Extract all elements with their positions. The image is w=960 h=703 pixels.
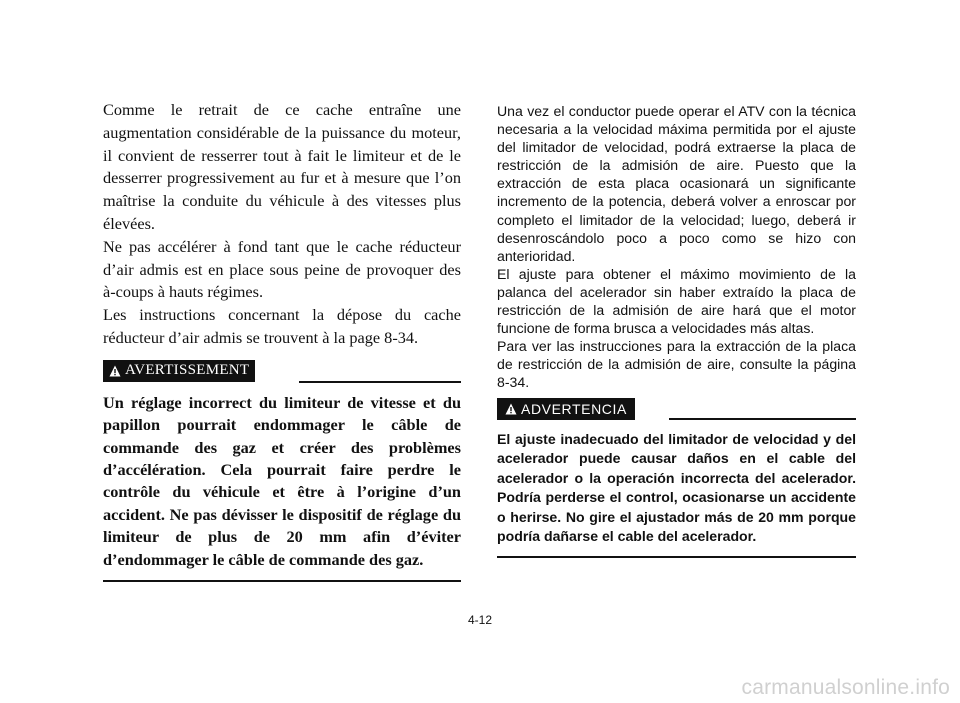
french-warning-badge: [103, 360, 255, 382]
spanish-warning-end-rule: [497, 556, 856, 558]
french-paragraph-1: Comme le retrait de ce cache entraîne une augmentation considérable de la puissance du moteur, il convient de resserrer tout à fait le limiteur et de le desserrer progressivement au fur et à mesure que l’on maîtrise la conduite du véhicule à des vitesses plus élevées.: [103, 100, 461, 233]
spanish-paragraph-1: Una vez el conductor puede operar el ATV con la técnica necesaria a la velocidad máxima permitida por el ajuste del limitador de velocidad, podrá extraerse la placa de restricción de la admisión de aire. Puesto que la extracción de esta placa ocasionará un significante incremento de la potencia, deberá volver a enroscar por completo el limitador de la velocidad; luego, deberá ir desenroscándolo poco a poco como se hizo con anterioridad.: [497, 103, 856, 264]
french-paragraph-3: Les instructions concernant la dépose du cache réducteur d’air admis se trouvent à la page 8-34.: [103, 305, 461, 347]
spanish-warning-label: ADVERTENCIA: [521, 400, 627, 417]
spanish-warning-badge: [497, 398, 635, 420]
spanish-column: [497, 102, 856, 558]
french-warning-rule: [299, 381, 461, 383]
french-warning-label: AVERTISSEMENT: [125, 362, 250, 379]
spanish-warning-text: El ajuste inadecuado del limitador de velocidad y del acelerador puede causar daños en el cable del acelerador o la operación incorrecta del acelerador. Podría perderse el control, ocasionarse un accidente o herirse. No gire el ajustador más de 20 mm porque podría dañarse el cable del acelerador.: [497, 430, 856, 545]
spanish-warning-rule: [669, 418, 856, 420]
french-paragraph-2: Ne pas accélérer à fond tant que le cache réducteur d’air admis est en place sous peine de provoquer des à-coups à hauts régimes.: [103, 236, 461, 302]
warning-triangle-icon: [505, 403, 517, 415]
french-warning-end-rule: [103, 580, 461, 582]
french-column: [103, 99, 461, 582]
spanish-paragraph-2: El ajuste para obtener el máximo movimiento de la palanca del acelerador sin haber extraído la placa de restricción de la admisión de aire hará que el motor funcione de forma brusca a velocidades más altas.: [497, 265, 856, 337]
page-number: 4-12: [467, 613, 493, 627]
spanish-paragraph-3: Para ver las instrucciones para la extracción de la placa de restricción de la admisión de aire, consulte la página 8-34.: [497, 338, 856, 391]
french-warning-header: [103, 360, 461, 386]
spanish-warning-header: [497, 398, 856, 424]
watermark: carmanualsonline.info: [741, 676, 950, 699]
warning-triangle-icon: [109, 365, 121, 377]
french-warning-text: Un réglage incorrect du limiteur de vitesse et du papillon pourrait endommager le câble de commande des gaz et créer des problèmes d’accélération. Cela pourrait faire perdre le contrôle du véhicule et être à l’origine d’un accident. Ne pas dévisser le dispositif de réglage du limiteur de plus de 20 mm afin d’éviter d’endommager le câble de commande des gaz.: [103, 392, 461, 569]
